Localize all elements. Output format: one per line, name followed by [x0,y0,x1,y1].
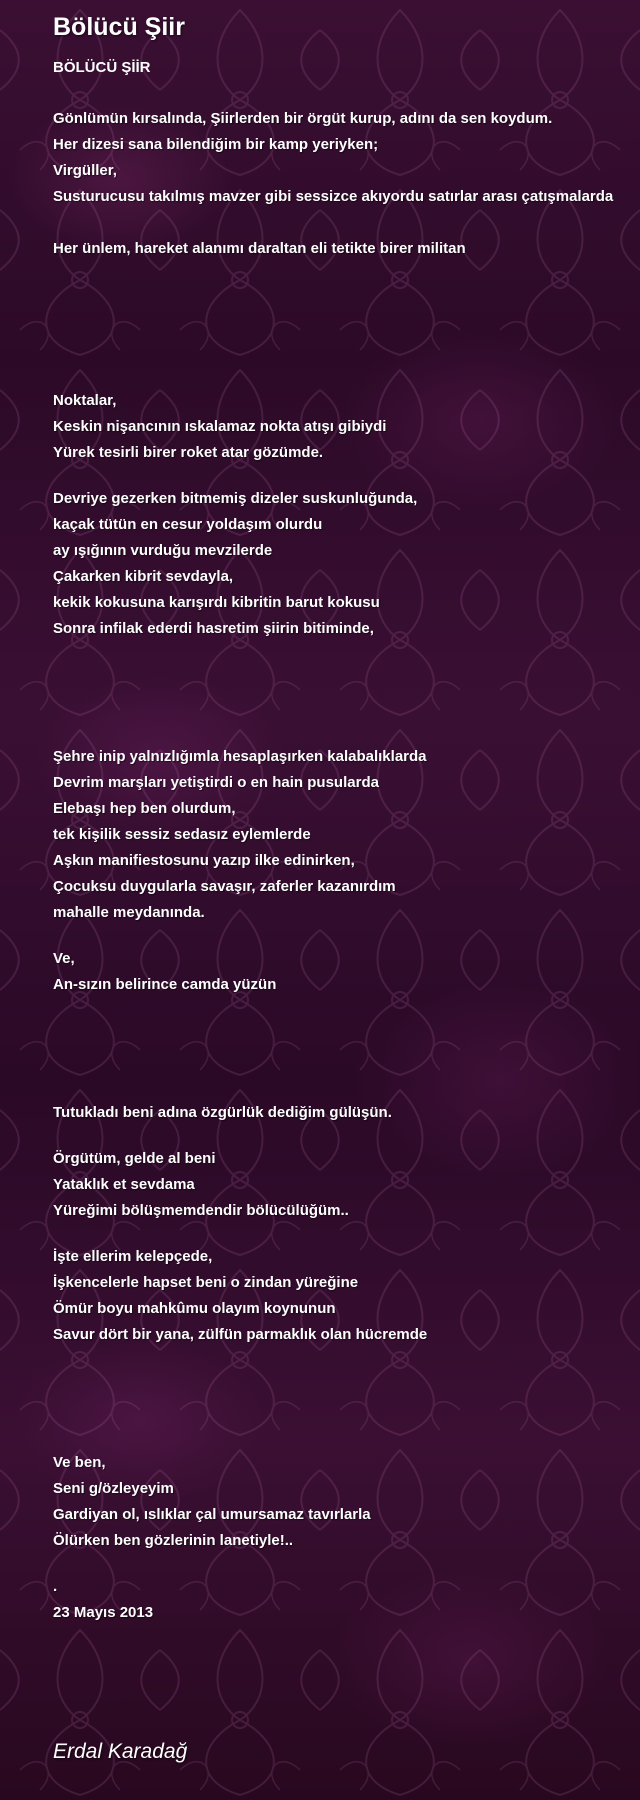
poem-line: Örgütüm, gelde al beni [53,1150,216,1167]
poem-line: Elebaşı hep ben olurdum, [53,800,236,817]
poem-line: Çocuksu duygularla savaşır, zaferler kazanırdım [53,878,396,895]
poem-line: Ve, [53,950,75,967]
stanza [53,744,623,926]
poem-line: Gardiyan ol, ıslıklar çal umursamaz tavırlarla [53,1506,371,1523]
author-signature: Erdal Karadağ [53,1740,188,1763]
poem-line: Yürek tesirli birer roket atar gözümde. [53,444,324,461]
poem-container [53,10,623,1626]
poem-line: İşte ellerim kelepçede, [53,1248,213,1265]
poem-line: Yataklık et sevdama [53,1176,195,1193]
stanza [53,1100,623,1126]
poem-line: Tutukladı beni adına özgürlük dediğim gülüşün. [53,1104,392,1121]
poem-line: Aşkın manifiestosunu yazıp ilke edinirken, [53,852,355,869]
poem-line: Devriye gezerken bitmemiş dizeler suskunluğunda, [53,490,418,507]
poem-line: Ölürken ben gözlerinin lanetiyle!.. [53,1532,294,1549]
poem-subtitle: BÖLÜCÜ ŞİİR [53,59,151,76]
poem-line: Ömür boyu mahkûmu olayım koynunun [53,1300,336,1317]
poem-line: Keskin nişancının ıskalamaz nokta atışı gibiydi [53,418,387,435]
poem-line: An-sızın belirince camda yüzün [53,976,277,993]
stanza [53,1244,623,1348]
stanza [53,1574,623,1626]
poem-line: Susturucusu takılmış mavzer gibi sessizce akıyordu satırlar arası çatışmalarda [53,188,614,205]
poem-line: Ve ben, [53,1454,106,1471]
poem-line: ay ışığının vurduğu mevzilerde [53,542,273,559]
poem-line: Noktalar, [53,392,117,409]
poem-line: Çakarken kibrit sevdayla, [53,568,234,585]
poem-line: Sonra infilak ederdi hasretim şiirin bitiminde, [53,620,374,637]
poem-line: Seni g/özleyeyim [53,1480,174,1497]
poem-line: tek kişilik sessiz sedasız eylemlerde [53,826,311,843]
stanza [53,106,623,210]
stanza [53,486,623,642]
poem-line: Her dizesi sana bilendiğim bir kamp yeriyken; [53,136,379,153]
poem-line: mahalle meydanında. [53,904,205,921]
poem-line: Her ünlem, hareket alanımı daraltan eli tetikte birer militan [53,240,466,257]
poem-line: Gönlümün kırsalında, Şiirlerden bir örgüt kurup, adını da sen koydum. [53,110,553,127]
poem-line: İşkencelerle hapset beni o zindan yüreğine [53,1274,359,1291]
poem-line: Şehre inip yalnızlığımla hesaplaşırken kalabalıklarda [53,748,427,765]
poem-title: Bölücü Şiir [53,13,185,41]
stanza [53,1146,623,1224]
poem-line: Devrim marşları yetiştirdi o en hain pusularda [53,774,379,791]
stanza [53,946,623,998]
poem-line: Virgüller, [53,162,117,179]
poem-line: kaçak tütün en cesur yoldaşım olurdu [53,516,323,533]
stanza [53,388,623,466]
poem-line: kekik kokusuna karışırdı kibritin barut kokusu [53,594,380,611]
stanza [53,1450,623,1554]
stanza [53,236,623,262]
poem-line: . [53,1578,58,1595]
poem-date: 23 Mayıs 2013 [53,1604,154,1621]
poem-line: Yüreğimi bölüşmemdendir bölücülüğüm.. [53,1202,349,1219]
poem-line: Savur dört bir yana, zülfün parmaklık olan hücremde [53,1326,428,1343]
